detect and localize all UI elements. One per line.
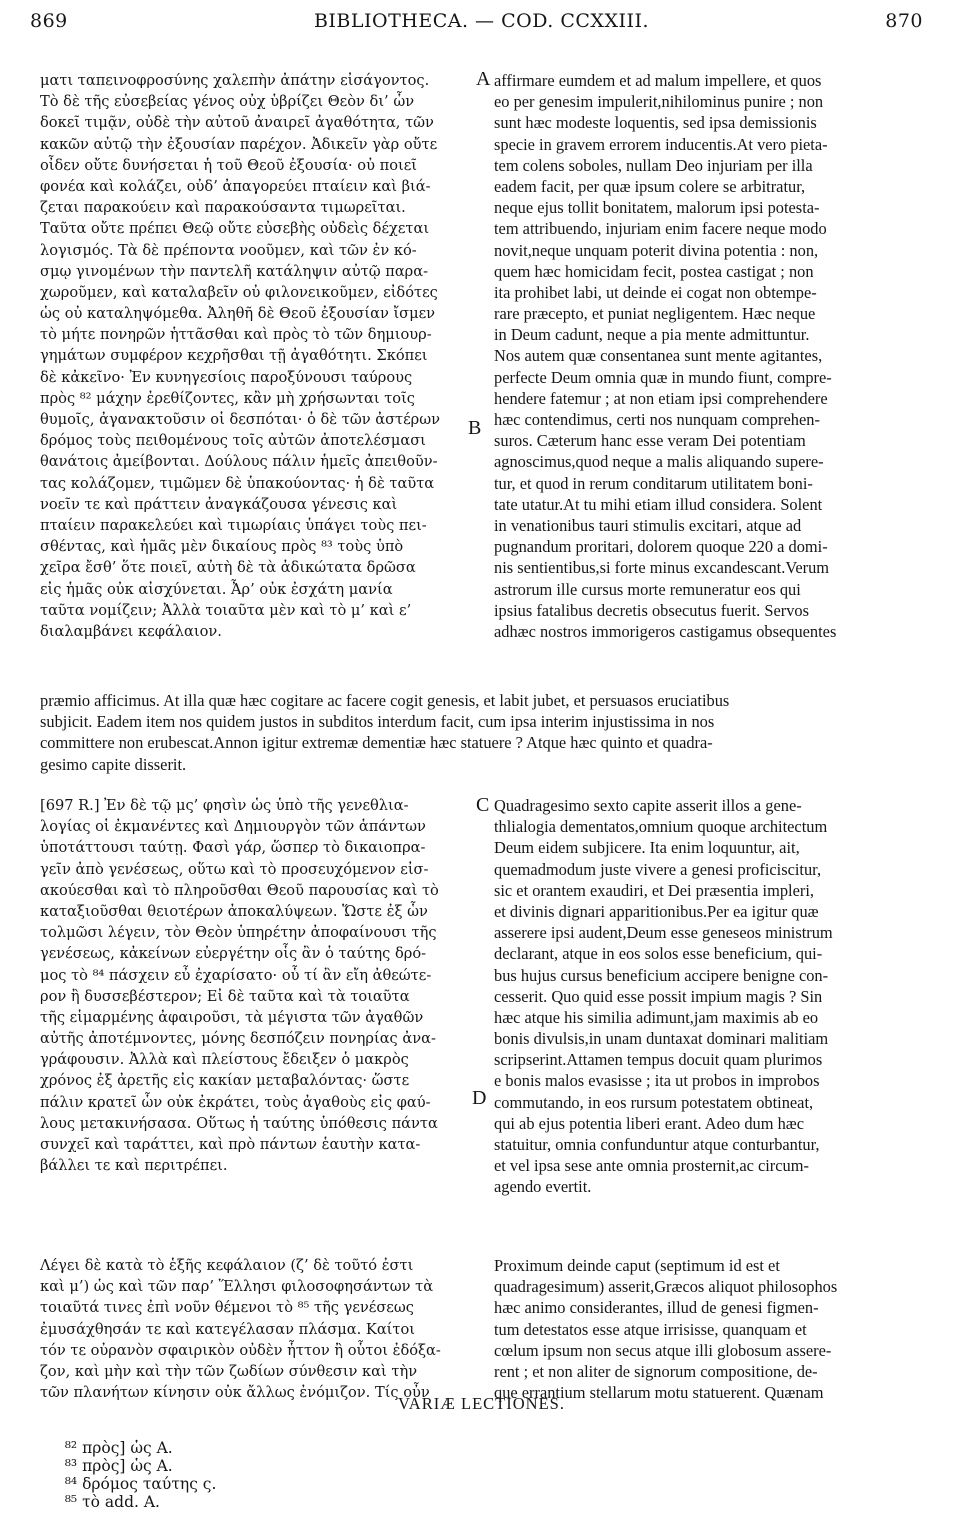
note: ⁸⁵ τὸ add. A. <box>64 1493 160 1511</box>
text-line: τας κολάζομεν, τιμῶμεν δὲ ὑπακούοντας· ἡ δὲ ταῦτα <box>40 474 435 492</box>
text-line: hæc contendimus, certi nos nunquam comprehen- <box>494 410 820 429</box>
note: ⁸³ πρὸς] ὡς A. <box>64 1457 173 1475</box>
text-line: sunt hæc modeste loquentis, sed ipsa demissionis <box>494 113 817 133</box>
text-line: affirmare eumdem et ad malum impellere, et quos <box>494 71 822 90</box>
text-line: suros. Cæterum hanc esse veram Dei potentiam <box>494 431 806 451</box>
text-line: λους μετακινήσασα. Οὕτως ἡ ταύτης ὑπόθεσις πάντα <box>40 1114 438 1132</box>
text-line: κακῶν αὐτῷ τὴν ἐξουσίαν παρέχον. Ἀδικεῖν γὰρ οὔτε <box>40 135 438 153</box>
greek-column-3 <box>40 1255 490 1403</box>
text-line: καὶ μ’) ὡς καὶ τῶν παρ’ Ἕλλησι φιλοσοφησάντων τὰ <box>40 1278 434 1296</box>
text-line: θανάτοις ἀμείβονται. Δούλους πάλιν ἡμεῖς ἀπειθοῦν- <box>40 453 438 471</box>
text-line: statuitur, omnia confunduntur atque conturbantur, <box>494 1135 820 1154</box>
text-line: θυμοῖς, ἀγανακτοῦσιν οἱ δεσπόται· ὁ δὲ τῶν ἀστέρων <box>40 411 441 428</box>
text-line: βάλλει τε καὶ περιτρέπει. <box>40 1157 228 1175</box>
text-line: hæc atque his similia adimunt,jam maximis ab eo <box>494 1007 819 1027</box>
text-line: δρόμος τοὺς πειθομένους τοῖς αὐτῶν ἀποτελέσμασι <box>40 432 426 450</box>
text-line: agendo evertit. <box>494 1177 592 1197</box>
text-line: adhæc nostros immorigeros castigamus obsequentes <box>494 621 837 641</box>
text-line: quem hæc homicidam fecit, postea castigat ; non <box>494 261 814 281</box>
text-line: bonis divulsis,in unam duntaxat dominari malitiam <box>494 1029 829 1049</box>
text-line: μος τὸ ⁸⁴ πάσχειν εὖ ἐχαρίσατο· οὗ τί ἂν εἴη ἀθεώτε- <box>40 966 432 984</box>
text-line: ρον ἢ δυσσεβέστερον; Εἰ δὲ ταῦτα καὶ τὰ τοιαῦτα <box>40 987 410 1005</box>
text-line: χεῖρα ἔσθ’ ὅτε ποιεῖ, αὐτὴ δὲ τὰ ἀδικώτατα δρῶσα <box>40 559 416 577</box>
text-line: χρόνος ἐξ ἀρετῆς εἰς κακίαν μεταβαλόντας· ὥστε <box>40 1072 410 1090</box>
variae-lectiones-notes <box>45 1421 238 1529</box>
section-marker-a: A <box>476 68 491 90</box>
text-line: ζον, καὶ μὴν καὶ τὴν τῶν ζωδίων σύνθεσιν καὶ τὴν <box>40 1362 418 1380</box>
text-line: φονέα καὶ κολάζει, οὐδ’ ἀπαγορεύει πταίειν καὶ βιά- <box>40 177 431 195</box>
text-line: rent ; et non aliter de signorum compositione, de- <box>494 1361 818 1381</box>
text-line: nis sentientibus,si forte minus excandescant.Verum <box>494 558 830 578</box>
page-number-right: 870 <box>885 10 923 32</box>
text-line: eo per genesim impulerit,nihilominus punire ; non <box>494 92 824 112</box>
text-line: συνχεῖ καὶ ταράττει, καὶ πρὸ πάντων ἑαυτὴν κατα- <box>40 1136 421 1153</box>
text-line: Proximum deinde caput (septimum id est et <box>494 1256 780 1275</box>
text-line: ὑποτάττουσι ταύτῃ. Φασὶ γάρ, ὥσπερ τὸ δικαιοπρα- <box>40 839 426 857</box>
text-line: ita prohibet labi, ut deinde ei cogat non obtempe- <box>494 282 817 302</box>
text-line: eadem facit, per quæ ipsum colere se arbitratur, <box>494 176 806 196</box>
text-line: καταξιοῦσθαι θειοτέρων ἀποκαλύψεων. Ὥστε ἐξ ὧν <box>40 902 428 920</box>
text-line: commutando, in eos rursum potestatem obtineat, <box>494 1092 814 1112</box>
text-line: πάλιν κρατεῖ ὧν οὐκ ἐκράτει, τοὺς ἀγαθοὺς εἰς φαύ- <box>40 1093 431 1111</box>
text-line: et divinis dignari apparitionibus.Per ea igitur quæ <box>494 901 819 921</box>
text-line: neque ejus tollit bonitatem, malorum ipsi potesta- <box>494 198 820 218</box>
section-marker-c: C <box>476 794 490 816</box>
text-line: γεῖν ἀπὸ γενέσεως, οὕτω καὶ τὸ προσευχόμενον εἰσ- <box>40 860 429 878</box>
text-line: asserere ipsi audent,Deum esse geneseos ministrum <box>494 923 833 943</box>
text-line: τὸ μήτε πονηρῶν ἡττᾶσθαι καὶ πρὸς τὸ τῶν δημιουρ- <box>40 326 432 344</box>
text-line: ἐμυσάχθησάν τε καὶ κατεγέλασαν πλάσμα. Καίτοι <box>40 1320 415 1338</box>
text-line: εἰς ἡμᾶς οὐκ αἰσχύνεται. Ἆρ’ οὐκ ἐσχάτη μανία <box>40 580 393 598</box>
text-line: tur, et quod in rerum conditarum utilitatem boni- <box>494 473 813 493</box>
text-line: ὡς οὐ καταληψόμεθα. Ἀληθῆ δὲ Θεοῦ ἐξουσίαν ἴσμεν <box>40 305 436 323</box>
text-line: Λέγει δὲ κατὰ τὸ ἑξῆς κεφάλαιον (ζ’ δὲ τοῦτό ἐστι <box>40 1257 414 1274</box>
text-line: Τὸ δὲ τῆς εὐσεβείας γένος οὐχ ὑβρίζει Θεὸν δι’ ὧν <box>40 93 415 111</box>
variae-lectiones-heading: VARIÆ LECTIONES. <box>398 1394 565 1413</box>
text-line: πταίειν παρακελεύει καὶ τιμωρίαις ὑπάγει τοὺς πει- <box>40 516 427 534</box>
text-line: γημάτων συμφέρον κεχρῆσθαι τῇ ἀγαθότητι. Σκόπει <box>40 347 428 365</box>
latin-column-1 <box>494 70 934 642</box>
text-line: ταῦτα νομίζειν; Ἀλλὰ τοιαῦτα μὲν καὶ τὸ μ’ καὶ ε’ <box>40 601 412 619</box>
page-number-left: 869 <box>30 10 68 32</box>
text-line: Ταῦτα οὔτε πρέπει Θεῷ οὔτε εὐσεβὴς οὐδεὶς δέχεται <box>40 220 430 238</box>
text-line: οἶδεν οὔτε δυνήσεται ἡ τοῦ Θεοῦ ἐξουσία· οὐ ποιεῖ <box>40 156 417 174</box>
text-line: specie in gravem errorem inducentis.At vero pieta- <box>494 134 828 154</box>
text-line: [697 R.] Ἐν δὲ τῷ μς’ φησὶν ὡς ὑπὸ τῆς γενεθλια- <box>40 797 409 814</box>
text-line: χωροῦμεν, καὶ καταλαβεῖν οὐ φιλονεικοῦμεν, εἰδότες <box>40 283 438 301</box>
text-line: præmio afficimus. At illa quæ hæc cogitare ac facere cogit genesis, et labit jubet, et persuasos eruciatibus <box>40 691 730 710</box>
text-line: tate utatur.At tu mihi etiam illud considera. Solent <box>494 494 823 514</box>
text-line: quadragesimum) asserit,Græcos aliquot philosophos <box>494 1277 838 1297</box>
greek-column-1 <box>40 70 490 642</box>
text-line: bus hujus cursus beneficium accipere benigne con- <box>494 965 829 985</box>
text-line: gesimo capite disserit. <box>40 754 187 774</box>
text-line: cœlum ipsum non secus atque illi globosum assere- <box>494 1340 832 1360</box>
text-line: τῆς εἱμαρμένης ἀφαιροῦσι, τὰ μέγιστα τῶν ἀγαθῶν <box>40 1008 424 1026</box>
text-line: λογισμός. Τὰ δὲ πρέποντα νοοῦμεν, καὶ τῶν ἐν κό- <box>40 241 417 259</box>
text-line: committere non erubescat.Annon igitur extremæ dementiæ hæc statuere ? Atque hæc quinto et quadra- <box>40 733 713 753</box>
text-line: scripserint.Attamen tempus docuit quam plurimos <box>494 1050 823 1070</box>
text-line: τολμῶσι λέγειν, τὸν Θεὸν ὑπηρέτην ἀποφαίνουσι τῆς <box>40 924 437 942</box>
text-line: in venationibus tauri stimulis excitari, atque ad <box>494 515 802 535</box>
text-line: pugnandum proritari, dolorem quoque 220 a domi- <box>494 537 828 557</box>
text-line: e bonis malos evasisse ; ita ut probos in improbos <box>494 1071 820 1091</box>
text-line: declarant, atque in eos solos esse beneficium, qui- <box>494 944 823 964</box>
text-line: tem attribuendo, injuriam enim facere neque modo <box>494 219 827 239</box>
latin-column-3 <box>494 1255 934 1403</box>
text-line: perfecte Deum omnia quæ in mundo fiunt, compre- <box>494 367 832 387</box>
text-line: γράφουσιν. Ἀλλὰ καὶ πλείστους ἔδειξεν ὁ μακρὸς <box>40 1051 409 1069</box>
note: ⁸⁴ δρόμος ταύτης ς. <box>64 1475 217 1493</box>
text-line: que errantium stellarum motu statuerent. Quænam <box>494 1383 824 1403</box>
text-line: νοεῖν τε καὶ πράττειν ἀναγκάζουσα γένεσις καὶ <box>40 495 398 513</box>
text-line: Nos autem quæ consentanea sunt mente agitantes, <box>494 346 823 366</box>
section-marker-d: D <box>472 1087 487 1109</box>
text-line: διαλαμβάνει κεφάλαιον. <box>40 622 222 640</box>
text-line: sic et orantem exaudiri, et Dei præsentia impleri, <box>494 880 814 900</box>
text-line: agnoscimus,quod neque a malis aliquando supere- <box>494 452 824 472</box>
text-line: πρὸς ⁸² μάχην ἐρεθίζοντες, κἂν μὴ χρήσωνται τοῖς <box>40 389 415 407</box>
text-line: λογίας οἱ ἐκμανέντες καὶ Δημιουργὸν τῶν ἁπάντων <box>40 818 426 836</box>
text-line: τῶν πλανήτων κίνησιν οὐκ ἄλλως ἐνόμιζον. Τίς οὖν <box>40 1384 430 1402</box>
text-line: cesserit. Quo quid esse possit impium magis ? Sin <box>494 986 823 1006</box>
text-line: γενέσεως, κἀκείνων εὐεργέτην οἷς ἂν ὁ ταύτης δρό- <box>40 945 427 963</box>
text-line: δὲ κἀκεῖνο· Ἐν κυνηγεσίοις παροξύνουσι ταύρους <box>40 368 413 386</box>
text-line: astrorum ille cursus morte remuneratur eos qui <box>494 579 801 599</box>
text-line: τόν τε οὐρανὸν σφαιρικὸν οὐδὲν ἧττον ἢ οὗτοι ἐδόξα- <box>40 1341 441 1359</box>
text-line: Quadragesimo sexto capite asserit illos a gene- <box>494 796 802 815</box>
latin-column-2 <box>494 795 934 1198</box>
text-line: novit,neque unquam poterit divina potentia : non, <box>494 240 819 260</box>
text-line: hæc animo considerantes, illud de genesi figmen- <box>494 1298 819 1318</box>
text-line: qui ab ejus potentia liberi erant. Adeo dum hæc <box>494 1113 804 1133</box>
latin-full-width-paragraph <box>40 690 930 775</box>
text-line: σμῳ γινομένων τὴν παντελῆ κατάληψιν αὐτῷ παρα- <box>40 262 429 280</box>
section-marker-b: B <box>468 417 482 439</box>
text-line: hendere fatemur ; at non etiam ipsi comprehendere <box>494 388 828 408</box>
text-line: thlialogia dementatos,omnium quoque architectum <box>494 817 828 837</box>
text-line: Deum eidem subjicere. Ita enim loquuntur, ait, <box>494 838 800 858</box>
text-line: ακούεσθαι καὶ τὸ πληροῦσθαι Θεοῦ παρουσίας καὶ τὸ <box>40 881 439 899</box>
text-line: rare præcepto, et puniat negligentem. Hæc neque <box>494 304 816 324</box>
greek-column-2 <box>40 795 490 1176</box>
text-line: tem colens soboles, nullam Deo injuriam per illa <box>494 155 813 175</box>
text-line: ματι ταπεινοφροσύνης χαλεπὴν ἀπάτην εἰσάγοντος. <box>40 72 430 89</box>
text-line: quemadmodum juste vivere a genesi proficiscitur, <box>494 859 822 879</box>
text-line: σθέντας, καὶ ἡμᾶς μὲν δικαίους πρὸς ⁸³ τοὺς ὑπὸ <box>40 538 404 556</box>
text-line: τοιαῦτά τινες ἐπὶ νοῦν θέμενοι τὸ ⁸⁵ τῆς γενέσεως <box>40 1299 414 1317</box>
text-line: ζεται παρακούειν καὶ παρακούσαντα τιμωρεῖται. <box>40 199 406 217</box>
running-head: BIBLIOTHECA. — COD. CCXXIII. <box>313 10 650 32</box>
text-line: tum detestatos esse atque irrisisse, quanquam et <box>494 1319 807 1339</box>
text-line: et vel ipsa sese ante omnia prosternit,ac circum- <box>494 1156 809 1176</box>
note: ⁸² πρὸς] ὡς A. <box>64 1439 173 1457</box>
text-line: δοκεῖ τιμᾷν, οὐδὲ τὴν αὐτοῦ ἀναιρεῖ ἀγαθότητα, τῶν <box>40 114 434 132</box>
text-line: αὐτῆς ἀποτέμνοντες, μόνης δεσπόζειν πονηρίας ἀνα- <box>40 1030 436 1048</box>
text-line: in Deum cadunt, neque a pia mente admittuntur. <box>494 325 810 345</box>
text-line: ipsius fatalibus decretis obsecutus fuerit. Servos <box>494 600 809 620</box>
text-line: subjicit. Eadem item nos quidem justos in subditos interdum facit, cum ipsa interim injustissima in nos <box>40 712 715 732</box>
